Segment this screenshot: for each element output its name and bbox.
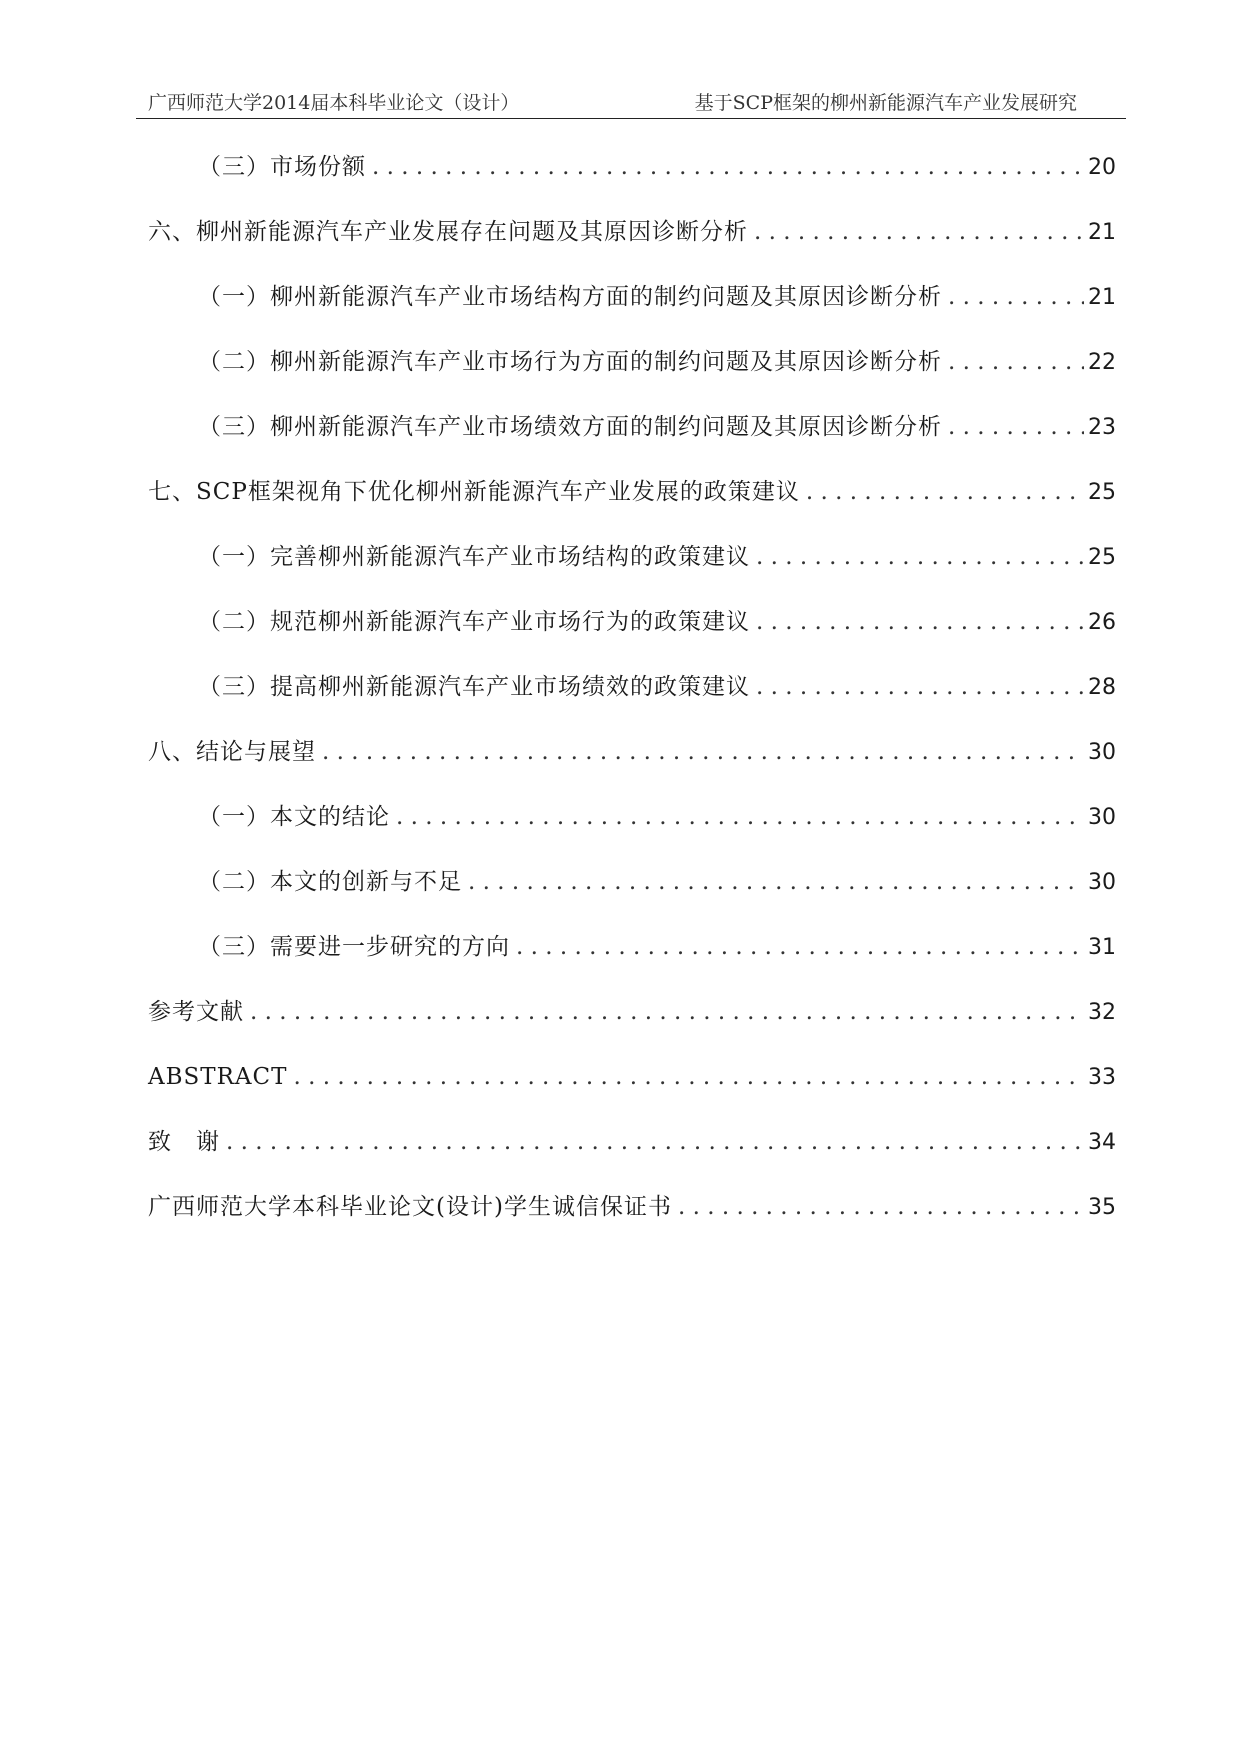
toc-leader-dots [516, 930, 1084, 964]
toc-entry-title: （一）本文的结论 [198, 804, 390, 830]
toc-leader-dots [754, 215, 1084, 249]
toc-leader-dots [293, 1060, 1084, 1094]
toc-entry-page-number: 34 [1088, 1130, 1116, 1155]
toc-leader-dots [756, 670, 1084, 704]
toc-entry-title: 六、柳州新能源汽车产业发展存在问题及其原因诊断分析 [148, 219, 748, 245]
toc-entry-page-number: 25 [1088, 545, 1116, 570]
toc-entry-page-number: 20 [1088, 155, 1116, 180]
toc-entry[interactable] [148, 540, 1116, 605]
toc-entry[interactable] [148, 1060, 1116, 1125]
toc-entry-page-number: 22 [1088, 350, 1116, 375]
toc-entry-page-number: 35 [1088, 1195, 1116, 1220]
toc-entry[interactable] [148, 475, 1116, 540]
toc-entry-title: （三）提高柳州新能源汽车产业市场绩效的政策建议 [198, 674, 750, 700]
toc-entry-title: （一）完善柳州新能源汽车产业市场结构的政策建议 [198, 544, 750, 570]
header-divider [136, 118, 1126, 119]
toc-entry-title: ABSTRACT [148, 1064, 288, 1090]
toc-entry-page-number: 30 [1088, 870, 1116, 895]
toc-entry-page-number: 28 [1088, 675, 1116, 700]
toc-leader-dots [250, 995, 1084, 1029]
toc-entry[interactable] [148, 670, 1116, 735]
toc-entry-page-number: 33 [1088, 1065, 1116, 1090]
toc-entry-title: 八、结论与展望 [148, 739, 316, 765]
table-of-contents [148, 150, 1116, 1255]
toc-entry-title: （二）本文的创新与不足 [198, 869, 462, 895]
toc-entry[interactable] [148, 345, 1116, 410]
toc-entry[interactable] [148, 280, 1116, 345]
toc-entry[interactable] [148, 930, 1116, 995]
toc-entry-page-number: 23 [1088, 415, 1116, 440]
toc-entry-page-number: 21 [1088, 220, 1116, 245]
toc-entry-title: 参考文献 [148, 999, 244, 1025]
toc-entry-title: 致 谢 [148, 1129, 220, 1155]
toc-leader-dots [468, 865, 1084, 899]
toc-entry-title: （三）柳州新能源汽车产业市场绩效方面的制约问题及其原因诊断分析 [198, 414, 942, 440]
toc-entry-page-number: 32 [1088, 1000, 1116, 1025]
toc-leader-dots [372, 150, 1084, 184]
toc-entry-page-number: 21 [1088, 285, 1116, 310]
page-header [136, 88, 1126, 118]
toc-entry[interactable] [148, 605, 1116, 670]
toc-entry-title: 广西师范大学本科毕业论文(设计)学生诚信保证书 [148, 1194, 672, 1220]
toc-leader-dots [948, 410, 1084, 444]
toc-entry-page-number: 26 [1088, 610, 1116, 635]
header-thesis-label: 广西师范大学2014届本科毕业论文（设计） [148, 92, 520, 114]
toc-entry-title: （三）市场份额 [198, 154, 366, 180]
toc-entry[interactable] [148, 215, 1116, 280]
toc-entry[interactable] [148, 995, 1116, 1060]
toc-entry[interactable] [148, 735, 1116, 800]
toc-leader-dots [756, 605, 1084, 639]
toc-entry[interactable] [148, 1190, 1116, 1255]
toc-leader-dots [322, 735, 1084, 769]
header-thesis-title: 基于SCP框架的柳州新能源汽车产业发展研究 [694, 92, 1077, 114]
toc-leader-dots [678, 1190, 1084, 1224]
toc-leader-dots [948, 345, 1084, 379]
toc-entry[interactable] [148, 1125, 1116, 1190]
toc-leader-dots [396, 800, 1084, 834]
toc-entry[interactable] [148, 865, 1116, 930]
toc-entry-title: （二）柳州新能源汽车产业市场行为方面的制约问题及其原因诊断分析 [198, 349, 942, 375]
toc-entry-title: （三）需要进一步研究的方向 [198, 934, 510, 960]
toc-leader-dots [226, 1125, 1084, 1159]
toc-entry[interactable] [148, 800, 1116, 865]
toc-entry-page-number: 30 [1088, 805, 1116, 830]
toc-leader-dots [756, 540, 1084, 574]
toc-entry-page-number: 25 [1088, 480, 1116, 505]
toc-entry[interactable] [148, 150, 1116, 215]
toc-entry-page-number: 31 [1088, 935, 1116, 960]
toc-entry-title: （一）柳州新能源汽车产业市场结构方面的制约问题及其原因诊断分析 [198, 284, 942, 310]
toc-entry-page-number: 30 [1088, 740, 1116, 765]
toc-entry-title: （二）规范柳州新能源汽车产业市场行为的政策建议 [198, 609, 750, 635]
toc-leader-dots [806, 475, 1084, 509]
toc-entry-title: 七、SCP框架视角下优化柳州新能源汽车产业发展的政策建议 [148, 479, 800, 505]
toc-leader-dots [948, 280, 1084, 314]
toc-entry[interactable] [148, 410, 1116, 475]
